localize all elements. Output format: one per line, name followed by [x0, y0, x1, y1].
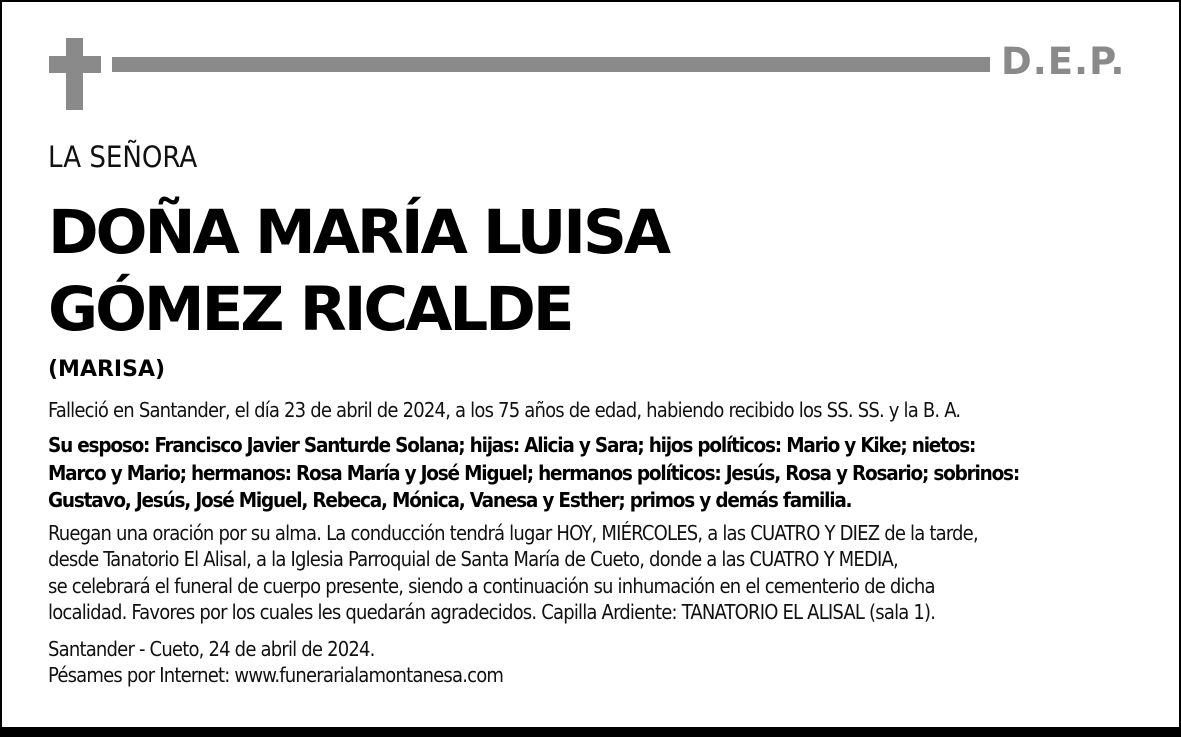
- ceremony-line: localidad. Favores por los cuales les quedarán agradecidos. Capilla Ardiente: TANATORIO EL ALISAL (sala 1).: [48, 600, 936, 625]
- ceremony-details: [48, 520, 978, 626]
- family-line: Su esposo: Francisco Javier Santurde Solana; hijas: Alicia y Sara; hijos políticos: Mario y Kike; nietos:: [48, 433, 976, 457]
- deceased-nickname: (MARISA): [48, 357, 166, 382]
- condolences-link[interactable]: Pésames por Internet: www.funerarialamontanesa.com: [48, 663, 504, 688]
- header-rule: [112, 57, 990, 72]
- dep-label: D.E.P.: [1001, 40, 1126, 83]
- cross-vertical-bar: [66, 38, 83, 110]
- deceased-name-line-1: DOÑA MARÍA LUISA: [48, 197, 669, 268]
- place-date: Santander - Cueto, 24 de abril de 2024.: [48, 637, 375, 661]
- ceremony-line: Ruegan una oración por su alma. La conducción tendrá lugar HOY, MIÉRCOLES, a las CUATRO Y DIEZ de la tarde,: [48, 521, 978, 545]
- deceased-name: [48, 194, 668, 348]
- family-list: [48, 432, 1019, 515]
- family-line: Marco y Mario; hermanos: Rosa María y José Miguel; hermanos políticos: Jesús, Rosa y Rosario; sobrinos:: [48, 460, 1019, 485]
- ceremony-line: desde Tanatorio El Alisal, a la Iglesia Parroquial de Santa María de Cueto, donde a las CUATRO Y MEDIA,: [48, 547, 898, 572]
- ceremony-line: se celebrará el funeral de cuerpo presente, siendo a continuación su inhumación en el cementerio de dicha: [48, 573, 935, 598]
- deceased-name-line-2: GÓMEZ RICALDE: [48, 274, 572, 345]
- footer: [48, 636, 503, 689]
- family-line: Gustavo, Jesús, José Miguel, Rebeca, Mónica, Vanesa y Esther; primos y demás familia.: [48, 488, 852, 512]
- death-statement: Falleció en Santander, el día 23 de abril de 2024, a los 75 años de edad, habiendo recibido los SS. SS. y la B. A.: [48, 398, 961, 422]
- intro-title: LA SEÑORA: [48, 140, 198, 174]
- cross-horizontal-bar: [49, 56, 101, 73]
